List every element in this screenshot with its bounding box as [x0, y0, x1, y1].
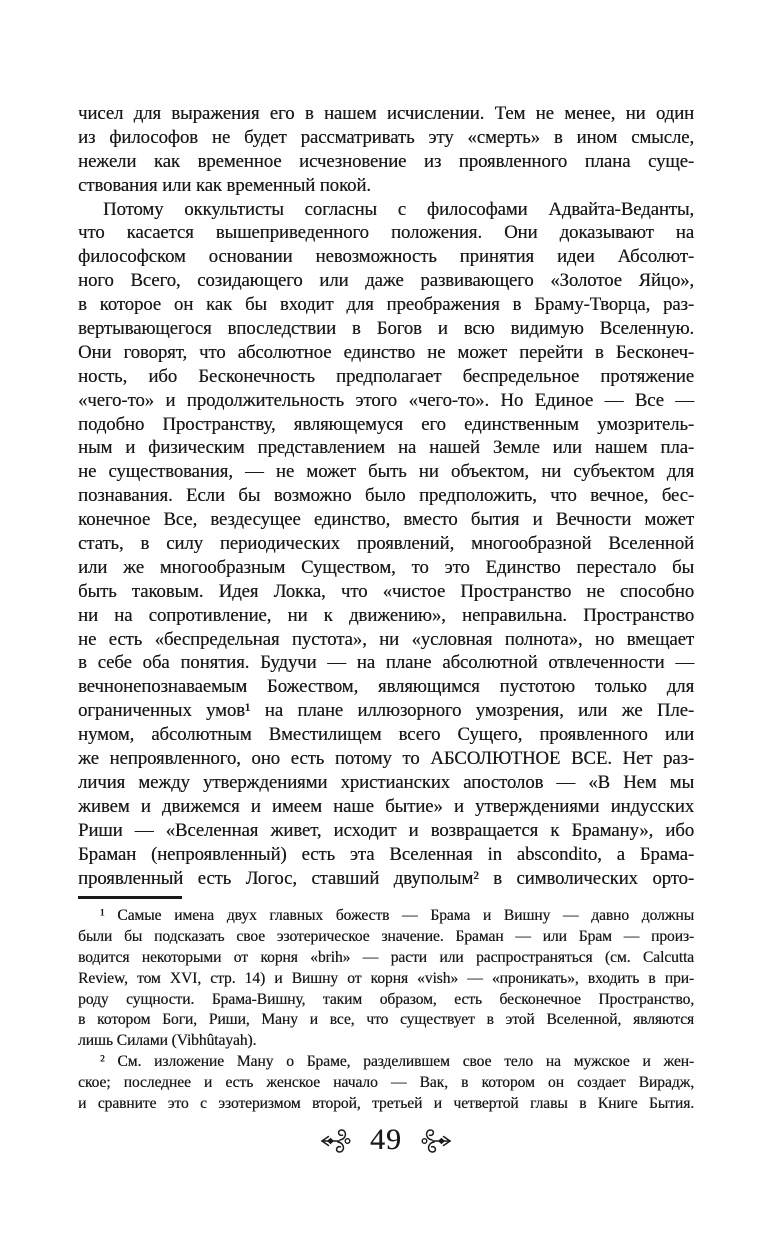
text-line: познавания. Если бы возможно было предположить, что вечное, бес-: [78, 485, 694, 507]
text-line: проявленный есть Логос, ставший двуполым² в символических орто-: [78, 867, 694, 889]
text-line: Они говорят, что абсолютное единство не может перейти в Бесконеч-: [78, 341, 694, 363]
text-line: ни на сопротивление, ни к движению», неправильна. Пространство: [78, 604, 694, 626]
text-line: стать, в силу периодических проявлений, многообразной Вселенной: [78, 533, 694, 555]
paragraph-occultists: [78, 198, 694, 891]
text-line: ствования или как временный покой.: [78, 174, 371, 196]
text-line: роду сущности. Брама-Вишну, таким образом, есть бесконечное Пространство,: [78, 990, 694, 1008]
text-line: или же многообразным Существом, то это Единство перестало бы: [78, 556, 694, 578]
text-line: ² См. изложение Ману о Браме, разделившем свое тело на мужское и жен-: [100, 1053, 694, 1071]
fleuron-right-icon: [415, 1127, 452, 1155]
footnote-1: [78, 906, 694, 1052]
text-line: «чего-то» и продолжительность этого «чего-то». Но Единое — Все —: [78, 389, 694, 411]
text-line: нумом, абсолютным Вместилищем всего Сущего, проявленного или: [78, 724, 694, 746]
text-line: Риши — «Вселенная живет, исходит и возвращается к Браману», ибо: [78, 819, 694, 841]
text-line: лишь Силами (Vibhûtayah).: [78, 1032, 257, 1050]
footnote-2: [78, 1052, 694, 1115]
text-line: ным и физическим представлением на нашей Земле или нашем пла-: [78, 437, 694, 459]
text-line: не существования, — не может быть ни объектом, ни субъектом для: [78, 461, 694, 483]
text-line: быть таковым. Идея Локка, что «чистое Пространство не способно: [78, 580, 694, 602]
text-line: вертывающегося впоследствии в Богов и всю видимую Вселенную.: [78, 318, 694, 340]
text-line: в котором Боги, Риши, Ману и все, что существует в этой Вселенной, являются: [78, 1011, 694, 1029]
text-line: Потому оккультисты согласны с философами Адвайта-Веданты,: [103, 198, 694, 220]
main-text-block: [78, 102, 694, 890]
footnotes-section: [78, 906, 694, 1115]
text-line: вечнонепознаваемым Божеством, являющимся пустотою только для: [78, 676, 694, 698]
text-line: чисел для выражения его в нашем исчислении. Тем не менее, ни один: [78, 103, 694, 124]
text-line: Браман (непроявленный) есть эта Вселенная in abscondito, а Брама-: [78, 843, 694, 865]
text-line: были бы подсказать свое эзотерическое значение. Браман — или Брам — произ-: [78, 927, 694, 945]
text-line: философском основании невозможность принятия идеи Абсолют-: [78, 246, 694, 268]
text-line: водится некоторыми от корня «brih» — расти или распространяться (см. Calcutta: [78, 948, 694, 966]
text-line: в себе оба понятия. Будучи — на плане абсолютной отвлеченности —: [78, 652, 694, 674]
text-line: живем и движемся и имеем наше бытие» и утверждениями индусских: [78, 795, 694, 817]
text-line: конечное Все, вездесущее единство, вместо бытия и Вечности может: [78, 509, 694, 531]
text-line: не есть «беспредельная пустота», ни «условная полнота», но вмещает: [78, 628, 694, 650]
paragraph-continuation: [78, 102, 694, 198]
text-line: ское; последнее и есть женское начало — Вак, в котором он создает Вирадж,: [78, 1074, 694, 1092]
text-line: ного Всего, созидающего или даже развивающего «Золотое Яйцо»,: [78, 270, 694, 292]
page-number: 49: [370, 1123, 402, 1156]
text-line: ограниченных умов¹ на плане иллюзорного умозрения, или же Пле-: [78, 700, 694, 722]
text-line: же непроявленного, оно есть потому то АБСОЛЮТНОЕ ВСЕ. Нет раз-: [78, 748, 694, 770]
footnote-separator-rule: [78, 896, 182, 899]
text-line: ность, ибо Бесконечность предполагает беспредельное протяжение: [78, 365, 694, 387]
text-line: Review, том XVI, стр. 14) и Вишну от корня «vish» — «проникать», входить в при-: [78, 969, 694, 987]
text-line: и сравните это с эзотеризмом второй, третьей и четвертой главы в Книге Бытия.: [78, 1095, 694, 1113]
text-line: нежели как временное исчезновение из проявленного плана суще-: [78, 150, 694, 172]
fleuron-left-icon: [320, 1127, 357, 1155]
text-line: подобно Пространству, являющемуся его единственным умозритель-: [78, 413, 694, 435]
text-line: в которое он как бы входит для преображения в Браму-Творца, раз-: [78, 294, 694, 316]
page-footer: [78, 1120, 694, 1162]
text-line: личия между утверждениями христианских апостолов — «В Нем мы: [78, 771, 694, 793]
text-line: что касается вышеприведенного положения. Они доказывают на: [78, 222, 694, 244]
text-line: ¹ Самые имена двух главных божеств — Брама и Вишну — давно должны: [100, 907, 694, 924]
text-line: из философов не будет рассматривать эту «смерть» в ином смысле,: [78, 126, 694, 148]
